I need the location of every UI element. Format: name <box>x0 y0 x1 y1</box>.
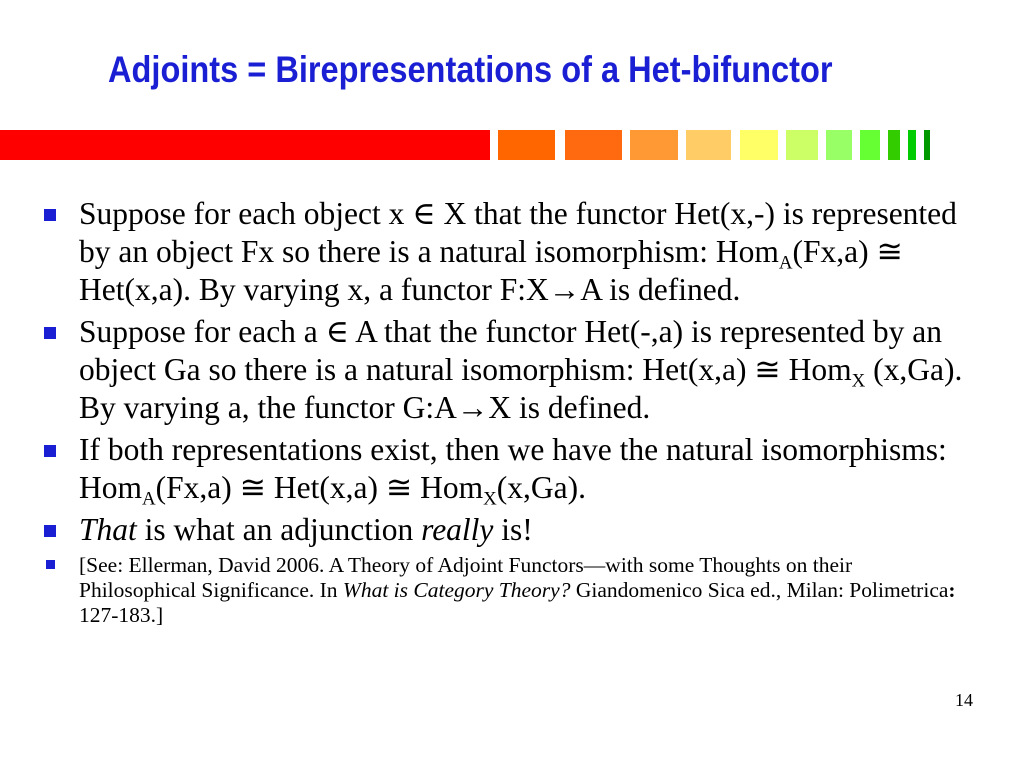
stripe-segment <box>630 130 678 160</box>
stripe-segment <box>908 130 916 160</box>
bullet-list <box>40 195 970 632</box>
stripe-segment <box>0 130 490 160</box>
reference-item <box>40 553 970 628</box>
square-bullet-icon <box>44 327 56 339</box>
stripe-segment <box>740 130 778 160</box>
square-bullet-icon <box>44 525 56 537</box>
bullet-item <box>40 511 970 549</box>
bullet-item <box>40 313 970 427</box>
bullet-item <box>40 431 970 510</box>
reference-text: [See: Ellerman, David 2006. A Theory of Adjoint Functors—with some Thoughts on their Philosophical Significance. In What is Category Theory? Giandomenico Sica ed., Milan: Polimetrica: 127-183.] <box>79 553 956 627</box>
bullet-text: If both representations exist, then we have the natural isomorphisms: Hom$_A$(Fx,a) ≅ Het(x,a) ≅ Hom$_X$(x,Ga). <box>79 432 947 510</box>
bullet-text: Suppose for each object x ∈ X that the functor Het(x,-) is represented by an object Fx so there is a natural isomorphism: Hom$_A$(Fx,a) ≅ Het(x,a). By varying x, a functor F:X→A is defined. <box>79 196 957 307</box>
square-bullet-icon <box>46 560 55 569</box>
stripe-segment <box>786 130 818 160</box>
stripe-segment <box>826 130 852 160</box>
stripe-segment <box>498 130 555 160</box>
square-bullet-icon <box>44 209 56 221</box>
square-bullet-icon <box>44 445 56 457</box>
bullet-text: Suppose for each a ∈ A that the functor Het(-,a) is represented by an object Ga so there is a natural isomorphism: Het(x,a) ≅ Hom$_X$ (x,Ga). By varying a, the functor G:A→X is defined. <box>79 314 963 425</box>
stripe-segment <box>888 130 900 160</box>
stripe-segment <box>860 130 880 160</box>
stripe-segment <box>924 130 930 160</box>
stripe-segment <box>686 130 731 160</box>
page-number: 14 <box>955 690 973 710</box>
bullet-text: That is what an adjunction really is! <box>79 512 533 547</box>
slide-title: Adjoints = Birepresentations of a Het-bifunctor <box>108 49 833 90</box>
bullet-item <box>40 195 970 309</box>
stripe-segment <box>565 130 622 160</box>
